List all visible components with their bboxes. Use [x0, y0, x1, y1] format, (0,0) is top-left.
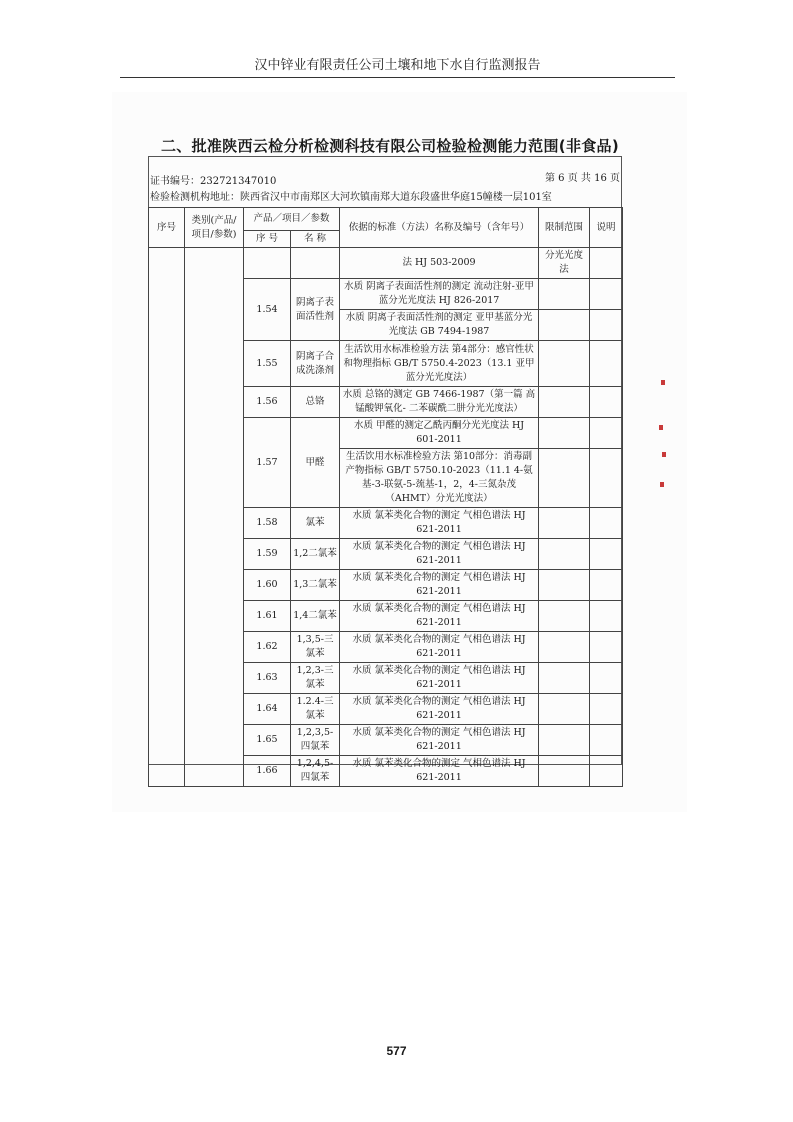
limit-range — [539, 725, 590, 756]
header-product-param: 产品／项目／参数 — [244, 208, 340, 231]
header-note: 说明 — [590, 208, 623, 248]
capability-table — [148, 207, 623, 787]
item-number — [244, 248, 291, 279]
note-cell — [590, 310, 623, 341]
address-label: 检验检测机构地址： — [150, 192, 240, 203]
table-row — [149, 248, 623, 279]
header-limit: 限制范围 — [539, 208, 590, 248]
limit-range — [539, 310, 590, 341]
note-cell — [590, 449, 623, 508]
item-name: 1,2,3-三氯苯 — [291, 663, 340, 694]
note-cell — [590, 725, 623, 756]
item-number: 1.59 — [244, 539, 291, 570]
certificate-label: 证书编号： — [150, 176, 200, 187]
item-name: 1,4二氯苯 — [291, 601, 340, 632]
note-cell — [590, 508, 623, 539]
standard-method: 生活饮用水标准检验方法 第10部分：消毒副产物指标 GB/T 5750.10-2023（11.1 4-氨基-3-联氨-5-巯基-1，2，4-三氮杂茂（AHMT）分光光度法） — [340, 449, 539, 508]
limit-range — [539, 570, 590, 601]
limit-range — [539, 539, 590, 570]
item-number: 1.60 — [244, 570, 291, 601]
certificate-value: 232721347010 — [200, 176, 277, 187]
item-number: 1.65 — [244, 725, 291, 756]
standard-method: 水质 甲醛的测定乙酰丙酮分光光度法 HJ 601-2011 — [340, 418, 539, 449]
item-number: 1.64 — [244, 694, 291, 725]
note-cell — [590, 756, 623, 787]
item-name: 阴离子表面活性剂 — [291, 279, 340, 341]
standard-method: 生活饮用水标准检验方法 第4部分：感官性状和物理指标 GB/T 5750.4-2023（13.1 亚甲蓝分光光度法） — [340, 341, 539, 387]
item-number: 1.62 — [244, 632, 291, 663]
standard-method: 水质 氯苯类化合物的测定 气相色谱法 HJ 621-2011 — [340, 725, 539, 756]
standard-method: 水质 阴离子表面活性剂的测定 流动注射-亚甲蓝分光光度法 HJ 826-2017 — [340, 279, 539, 310]
standard-method: 水质 阴离子表面活性剂的测定 亚甲基蓝分光光度法 GB 7494-1987 — [340, 310, 539, 341]
report-header: 汉中锌业有限责任公司土壤和地下水自行监测报告 — [254, 58, 541, 73]
limit-range — [539, 694, 590, 725]
item-name: 1,2二氯苯 — [291, 539, 340, 570]
item-number: 1.54 — [244, 279, 291, 341]
limit-range — [539, 601, 590, 632]
note-cell — [590, 341, 623, 387]
note-cell — [590, 539, 623, 570]
limit-range — [539, 279, 590, 310]
page-number: 577 — [386, 1044, 407, 1058]
limit-range — [539, 508, 590, 539]
item-number: 1.63 — [244, 663, 291, 694]
header-category: 类别(产品/项目/参数) — [185, 208, 244, 248]
standard-method: 水质 氯苯类化合物的测定 气相色谱法 HJ 621-2011 — [340, 508, 539, 539]
document-title: 二、批准陕西云检分析检测科技有限公司检验检测能力范围(非食品) — [160, 137, 619, 155]
item-name: 1,2,4,5-四氯苯 — [291, 756, 340, 787]
limit-range: 分光光度法 — [539, 248, 590, 279]
limit-range — [539, 418, 590, 449]
item-name: 1,2,3,5-四氯苯 — [291, 725, 340, 756]
standard-method: 水质 氯苯类化合物的测定 气相色谱法 HJ 621-2011 — [340, 756, 539, 787]
item-number: 1.55 — [244, 341, 291, 387]
header-item-name: 名 称 — [291, 231, 340, 248]
standard-method: 法 HJ 503-2009 — [340, 248, 539, 279]
note-cell — [590, 632, 623, 663]
standard-method: 水质 氯苯类化合物的测定 气相色谱法 HJ 621-2011 — [340, 570, 539, 601]
header-rule — [120, 77, 675, 78]
address-value: 陕西省汉中市南郑区大河坎镇南郑大道东段盛世华庭15幢楼一层101室 — [240, 192, 552, 203]
item-number: 1.58 — [244, 508, 291, 539]
page-info: 第 6 页 共 16 页 — [545, 173, 620, 184]
standard-method: 水质 氯苯类化合物的测定 气相色谱法 HJ 621-2011 — [340, 601, 539, 632]
standard-method: 水质 氯苯类化合物的测定 气相色谱法 HJ 621-2011 — [340, 694, 539, 725]
item-name: 1,3,5-三氯苯 — [291, 632, 340, 663]
note-cell — [590, 570, 623, 601]
limit-range — [539, 663, 590, 694]
certificate-number — [150, 172, 276, 187]
item-name: 1,3二氯苯 — [291, 570, 340, 601]
limit-range — [539, 632, 590, 663]
note-cell — [590, 387, 623, 418]
limit-range — [539, 449, 590, 508]
item-name: 氯苯 — [291, 508, 340, 539]
item-number: 1.56 — [244, 387, 291, 418]
limit-range — [539, 756, 590, 787]
standard-method: 水质 氯苯类化合物的测定 气相色谱法 HJ 621-2011 — [340, 539, 539, 570]
category-seq-cell — [149, 248, 185, 787]
standard-method: 水质 氯苯类化合物的测定 气相色谱法 HJ 621-2011 — [340, 663, 539, 694]
standard-method: 水质 总铬的测定 GB 7466-1987（第一篇 高锰酸钾氧化- 二苯碳酰二肼分光光度法） — [340, 387, 539, 418]
note-cell — [590, 601, 623, 632]
item-name: 总铬 — [291, 387, 340, 418]
institution-address — [150, 188, 552, 203]
note-cell — [590, 418, 623, 449]
note-cell — [590, 694, 623, 725]
header-seq: 序号 — [149, 208, 185, 248]
scan-edge-marks — [657, 380, 667, 510]
header-item-no: 序 号 — [244, 231, 291, 248]
item-name: 甲醛 — [291, 418, 340, 508]
limit-range — [539, 341, 590, 387]
limit-range — [539, 387, 590, 418]
note-cell — [590, 279, 623, 310]
note-cell — [590, 663, 623, 694]
header-standard: 依据的标准（方法）名称及编号（含年号） — [340, 208, 539, 248]
item-number: 1.66 — [244, 756, 291, 787]
item-name: 1.2.4-三氯苯 — [291, 694, 340, 725]
item-name — [291, 248, 340, 279]
note-cell — [590, 248, 623, 279]
item-number: 1.61 — [244, 601, 291, 632]
item-number: 1.57 — [244, 418, 291, 508]
standard-method: 水质 氯苯类化合物的测定 气相色谱法 HJ 621-2011 — [340, 632, 539, 663]
category-cell — [185, 248, 244, 787]
item-name: 阴离子合成洗涤剂 — [291, 341, 340, 387]
